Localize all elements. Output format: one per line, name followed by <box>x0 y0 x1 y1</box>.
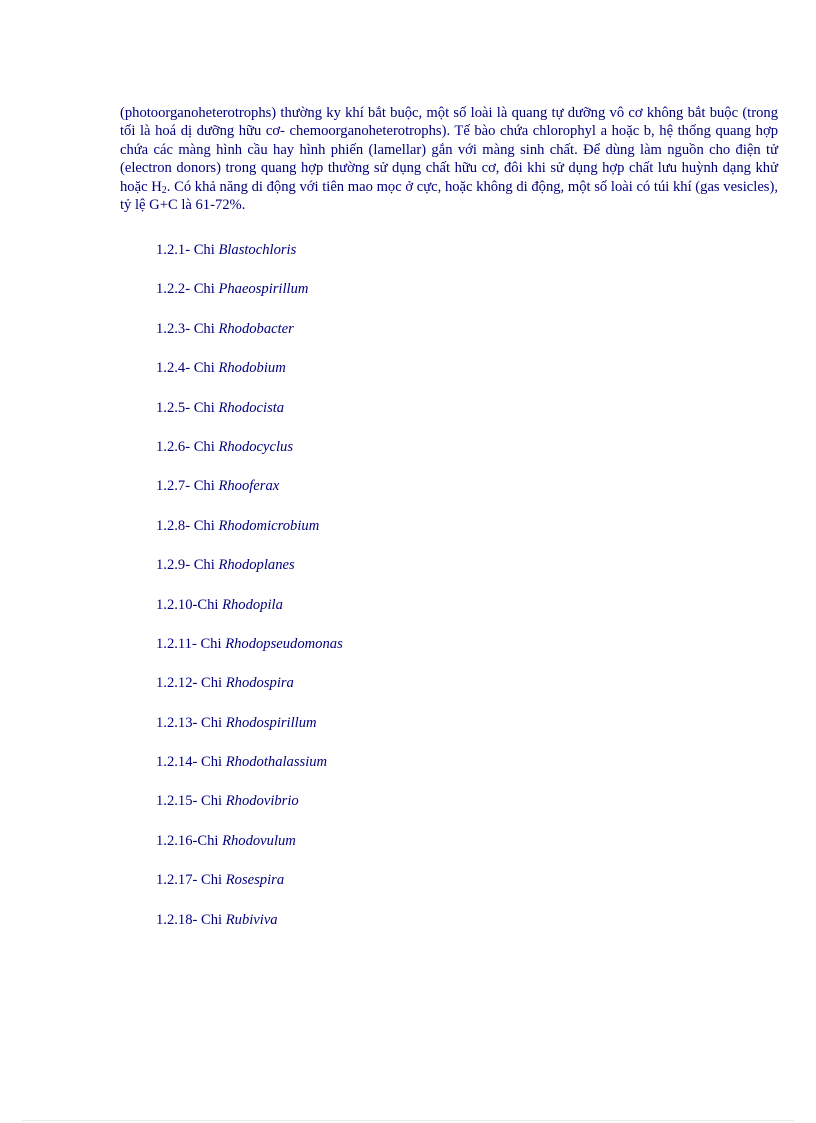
genus-number: 1.2.2- Chi <box>156 281 219 298</box>
genus-number: 1.2.4- Chi <box>156 360 219 377</box>
genus-name: Rhodopila <box>222 596 283 613</box>
genus-name: Rhodospira <box>225 675 294 692</box>
list-item <box>156 871 343 910</box>
genus-name: Rosespira <box>225 872 285 889</box>
genus-number: 1.2.17- Chi <box>156 872 226 889</box>
genus-name: Rhodomicrobium <box>218 517 320 534</box>
page-bottom-edge <box>22 1120 794 1121</box>
genus-name: Phaeospirillum <box>218 281 309 298</box>
genus-number: 1.2.6- Chi <box>156 438 219 455</box>
intro-text-part2: . Có khả năng di động với tiên mao mọc ở cực, hoặc không di động, một số loài có túi khí (gas vesicles), tỷ lệ G+C là 61-72%. <box>120 178 778 214</box>
list-item <box>156 596 343 635</box>
genus-name: Rhodothalassium <box>225 754 328 771</box>
genus-number: 1.2.18- Chi <box>156 911 226 928</box>
genus-number: 1.2.13- Chi <box>156 714 226 731</box>
genus-number: 1.2.1- Chi <box>156 242 219 258</box>
intro-paragraph <box>120 104 778 214</box>
genus-number: 1.2.10-Chi <box>156 596 223 613</box>
genus-number: 1.2.8- Chi <box>156 517 219 534</box>
genus-number: 1.2.12- Chi <box>156 675 226 692</box>
list-item <box>156 320 343 359</box>
genus-name: Rubiviva <box>225 911 278 928</box>
list-item <box>156 635 343 674</box>
genus-number: 1.2.5- Chi <box>156 399 219 416</box>
genus-name: Rhodobacter <box>218 320 294 337</box>
list-item <box>156 241 343 280</box>
list-item <box>156 556 343 595</box>
list-item <box>156 517 343 556</box>
genus-number: 1.2.3- Chi <box>156 320 219 337</box>
genus-number: 1.2.9- Chi <box>156 557 219 574</box>
genus-name: Rhodospirillum <box>225 714 317 731</box>
list-item <box>156 477 343 516</box>
genus-name: Rhodovibrio <box>225 793 299 810</box>
list-item <box>156 714 343 753</box>
genus-number: 1.2.14- Chi <box>156 754 226 771</box>
genus-number: 1.2.15- Chi <box>156 793 226 810</box>
list-item <box>156 359 343 398</box>
genus-name: Rhodovulum <box>222 832 296 849</box>
list-item <box>156 438 343 477</box>
genus-number: 1.2.16-Chi <box>156 832 223 849</box>
genus-number: 1.2.7- Chi <box>156 478 219 495</box>
list-item <box>156 832 343 871</box>
intro-text-part1: (photoorganoheterotrophs) thường ky khí bắt buộc, một số loài là quang tự dưỡng vô cơ không bắt buộc (trong tối là hoá dị dưỡng hữu cơ- chemoorganoheterotrophs). Tế bào chứa chlorophyl a hoặc b, hệ thống quang hợp chứa các màng hình cầu hay hình phiến (lamellar) gắn với màng sinh chất. Để dùng làm nguồn cho điện tử (electron donors) trong quang hợp thường sử dụng chất hữu cơ, đôi khi sử dụng hợp chất lưu huỳnh dạng khử hoặc H <box>120 105 778 195</box>
list-item <box>156 280 343 319</box>
genus-name: Rhodocyclus <box>218 438 294 455</box>
genus-name: Rhodoplanes <box>218 557 295 574</box>
list-item <box>156 753 343 792</box>
list-item <box>156 674 343 713</box>
genus-number: 1.2.11- Chi <box>156 635 226 652</box>
intro-subscript: 2 <box>161 184 167 196</box>
list-item <box>156 911 343 950</box>
genus-name: Blastochloris <box>218 242 297 258</box>
list-item <box>156 792 343 831</box>
genus-name: Rhooferax <box>218 478 280 495</box>
genus-list <box>156 241 343 950</box>
genus-name: Rhodocista <box>218 399 285 416</box>
list-item <box>156 399 343 438</box>
genus-name: Rhodopseudomonas <box>225 635 343 652</box>
genus-name: Rhodobium <box>218 360 286 377</box>
